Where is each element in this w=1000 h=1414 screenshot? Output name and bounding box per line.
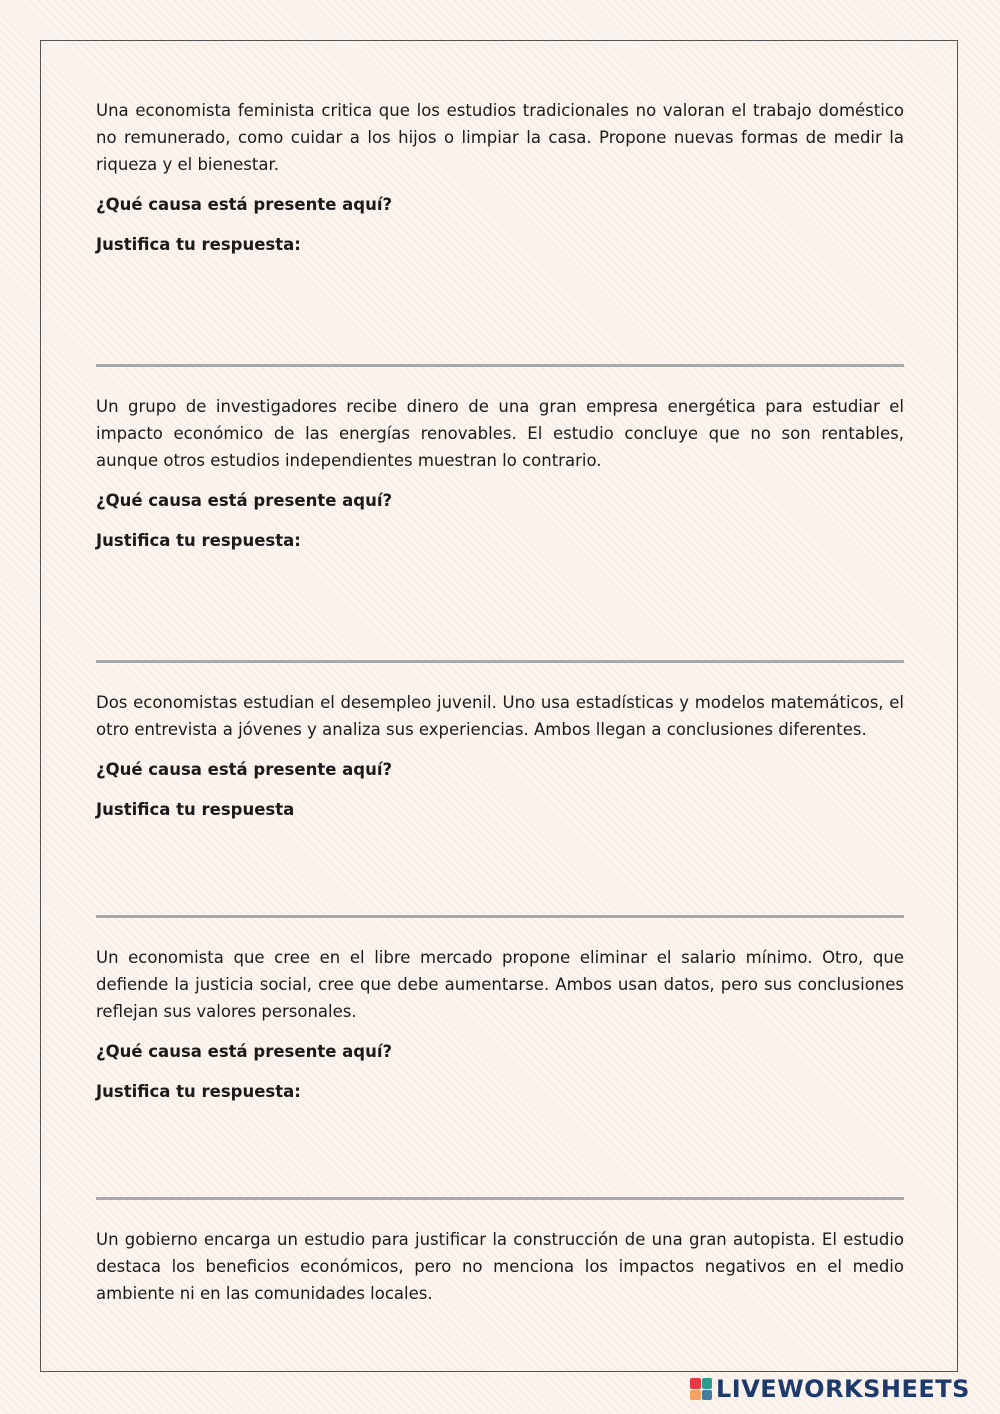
justify-label: Justifica tu respuesta:	[96, 235, 301, 254]
justify-label: Justifica tu respuesta:	[96, 531, 301, 550]
liveworksheets-logo[interactable]	[690, 1374, 970, 1404]
scenario-text: Un economista que cree en el libre mercado propone eliminar el salario mínimo. Otro, que defiende la justicia social, cree que debe aumentarse. Ambos usan datos, pero sus conclusiones reflejan sus valores personales.	[96, 948, 904, 1021]
scenario-text: Un grupo de investigadores recibe dinero de una gran empresa energética para estudiar el impacto económico de las energías renovables. El estudio concluye que no son rentables, aunque otros estudios independientes muestran lo contrario.	[96, 397, 904, 470]
exercise-5	[96, 1226, 904, 1307]
logo-text: LIVEWORKSHEETS	[716, 1375, 970, 1403]
answer-line-3[interactable]	[96, 915, 904, 918]
answer-line-4[interactable]	[96, 1197, 904, 1200]
answer-line-2[interactable]	[96, 660, 904, 663]
liveworksheets-logo-icon	[690, 1378, 712, 1400]
scenario-text: Dos economistas estudian el desempleo juvenil. Uno usa estadísticas y modelos matemáticos, el otro entrevista a jóvenes y analiza sus experiencias. Ambos llegan a conclusiones diferentes.	[96, 693, 904, 739]
exercise-1	[96, 97, 904, 258]
justify-label: Justifica tu respuesta	[96, 800, 295, 819]
question-label: ¿Qué causa está presente aquí?	[96, 760, 393, 779]
question-label: ¿Qué causa está presente aquí?	[96, 1042, 393, 1061]
exercise-2	[96, 393, 904, 554]
justify-label: Justifica tu respuesta:	[96, 1082, 301, 1101]
question-label: ¿Qué causa está presente aquí?	[96, 195, 393, 214]
exercise-4	[96, 944, 904, 1105]
scenario-text: Una economista feminista critica que los estudios tradicionales no valoran el trabajo doméstico no remunerado, como cuidar a los hijos o limpiar la casa. Propone nuevas formas de medir la riqueza y el bienestar.	[96, 101, 904, 174]
scenario-text: Un gobierno encarga un estudio para justificar la construcción de una gran autopista. El estudio destaca los beneficios económicos, pero no menciona los impactos negativos en el medio ambiente ni en las comunidades locales.	[96, 1230, 904, 1303]
question-label: ¿Qué causa está presente aquí?	[96, 491, 393, 510]
exercise-3	[96, 689, 904, 823]
answer-line-1[interactable]	[96, 364, 904, 367]
